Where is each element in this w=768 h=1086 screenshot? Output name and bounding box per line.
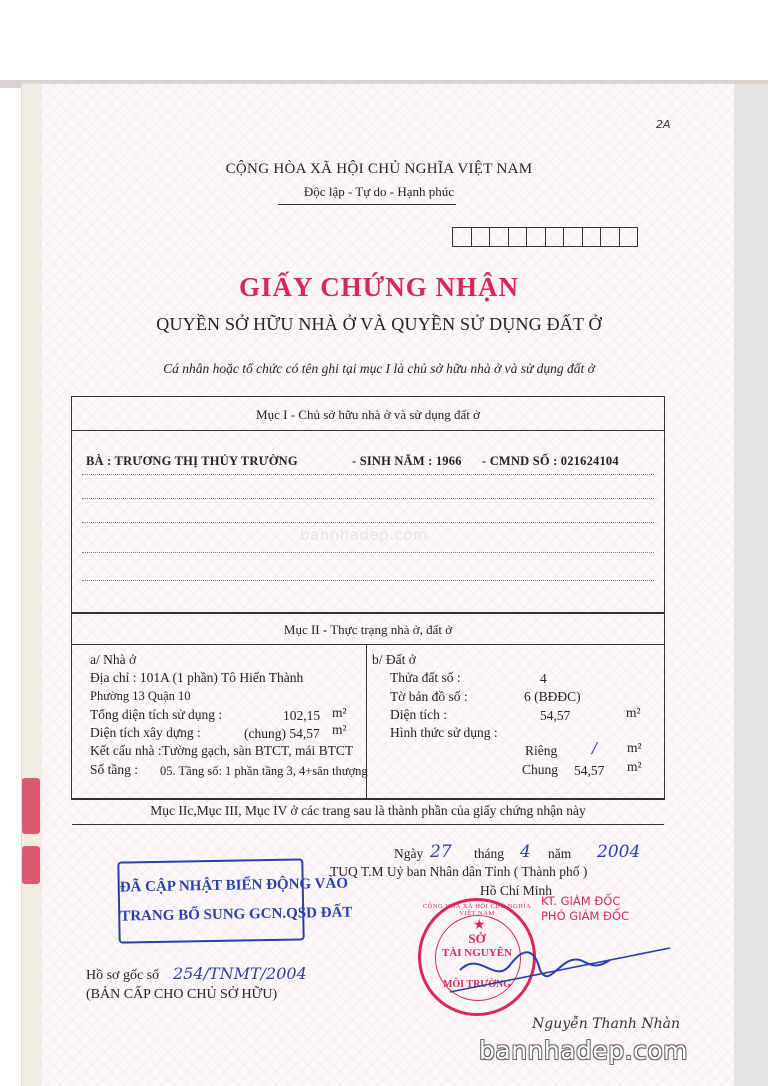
house-section-label: a/ Nhà ở <box>90 652 137 667</box>
section-1-heading: Mục I - Chủ sở hữu nhà ở và sử dụng đất ở <box>256 407 480 422</box>
serial-number-boxes <box>452 227 638 247</box>
house-address: Địa chỉ : 101A (1 phần) Tô Hiến Thành <box>90 670 304 685</box>
signer-name: Nguyễn Thanh Nhàn <box>532 1016 681 1032</box>
owner-name: BÀ : TRƯƠNG THỊ THỦY TRƯỜNG <box>86 454 298 468</box>
national-name: CỘNG HÒA XÃ HỘI CHỦ NGHĨA VIỆT NAM <box>225 161 533 177</box>
private-use-value: / <box>592 739 598 757</box>
map-sheet-value: 6 (BĐĐC) <box>524 689 581 704</box>
seal-ring-text: CỘNG HÒA XÃ HỘI CHỦ NGHĨA VIỆT NAM <box>422 903 532 917</box>
page-binding-edge <box>22 84 42 1086</box>
dotted-line <box>82 498 654 499</box>
total-area-unit: m² <box>332 705 347 720</box>
dotted-line <box>82 580 654 581</box>
seal-line-2: TÀI NGUYÊN <box>442 947 512 959</box>
house-ward: Phường 13 Quận 10 <box>90 689 191 703</box>
land-area-value: 54,57 <box>540 708 571 723</box>
seal-line-3: MÔI TRƯỜNG <box>442 979 512 990</box>
total-area-value: 102,15 <box>283 708 321 723</box>
dotted-line <box>82 522 654 523</box>
copy-note: (BẢN CẤP CHO CHỦ SỞ HỮU) <box>86 987 278 1002</box>
update-stamp-line-2: TRANG BỔ SUNG GCN.QSD ĐẤT <box>120 904 353 925</box>
date-year-label: năm <box>548 846 572 861</box>
plot-number-value: 4 <box>540 671 547 686</box>
issuing-authority: TUQ T.M Uỷ ban Nhân dân Tỉnh ( Thành phố ) <box>330 864 588 879</box>
land-area-unit: m² <box>626 705 641 720</box>
map-sheet-label: Tờ bản đồ số : <box>390 689 468 704</box>
footnote-underline <box>72 824 664 825</box>
date-month: 4 <box>520 842 531 862</box>
red-seal-mark <box>22 846 40 884</box>
private-use-unit: m² <box>627 740 642 755</box>
owner-birth-year: - SINH NĂM : 1966 <box>352 454 462 468</box>
date-year: 2004 <box>597 842 641 862</box>
section-1-divider <box>72 430 664 431</box>
page-right-edge <box>734 84 768 1086</box>
file-number-label: Hồ sơ gốc số <box>86 968 160 983</box>
construction-area-value: (chung) 54,57 <box>244 726 320 741</box>
construction-area-label: Diện tích xây dựng : <box>90 725 201 740</box>
update-stamp-line-1: ĐÃ CẬP NHẬT BIẾN ĐỘNG VÀO <box>119 875 349 896</box>
certificate-title: GIẤY CHỨNG NHẬN <box>239 272 519 302</box>
construction-area-unit: m² <box>332 722 347 737</box>
date-day: 27 <box>430 842 452 862</box>
date-day-label: Ngày <box>394 846 424 861</box>
file-number: 254/TNMT/2004 <box>173 964 307 983</box>
section-1-box <box>71 396 665 614</box>
section-2-bottom <box>72 798 664 799</box>
dotted-line <box>82 474 654 475</box>
shared-use-value: 54,57 <box>574 763 605 778</box>
certificate-intro: Cá nhân hoặc tổ chức có tên ghi tại mục I là chủ sở hữu nhà ở và sử dụng đất ở <box>163 361 595 376</box>
handwritten-signature <box>440 930 680 1010</box>
seal-star-icon: ★ <box>473 918 486 933</box>
issuing-city: Hồ Chí Minh <box>480 883 553 898</box>
dotted-line <box>82 552 654 553</box>
shared-use-label: Chung <box>522 762 559 777</box>
land-section-label: b/ Đất ở <box>372 652 416 667</box>
corner-page-number: 2A <box>656 118 671 131</box>
date-month-label: tháng <box>474 846 504 861</box>
motto-underline <box>278 204 456 205</box>
signer-title-1: KT. GIÁM ĐỐC <box>541 894 621 908</box>
private-use-label: Riêng <box>525 743 558 758</box>
floors-label: Số tầng : <box>90 762 139 777</box>
section-2-footnote: Mục IIc,Mục III, Mục IV ở các trang sau là thành phần của giấy chứng nhận này <box>150 803 586 818</box>
owner-id-number: - CMND SỐ : 021624104 <box>482 454 619 468</box>
update-stamp <box>117 858 353 943</box>
usage-form-label: Hình thức sử dụng : <box>390 725 498 740</box>
shared-use-unit: m² <box>627 759 642 774</box>
total-area-label: Tổng diện tích sử dụng : <box>90 707 223 722</box>
footer-watermark: bannhadep.com <box>479 1036 689 1065</box>
land-area-label: Diện tích : <box>390 707 447 722</box>
floors-value: 05. Tầng số: 1 phần tầng 3, 4+sân thượng <box>160 764 368 778</box>
section-2-heading: Mục II - Thực trạng nhà ở, đất ở <box>283 622 453 637</box>
national-motto: Độc lập - Tự do - Hạnh phúc <box>303 184 455 199</box>
seal-line-1: SỞ <box>468 931 486 946</box>
red-seal-mark <box>22 778 40 834</box>
certificate-subtitle: QUYỀN SỞ HỮU NHÀ Ở VÀ QUYỀN SỬ DỤNG ĐẤT Ở <box>156 314 602 334</box>
scan-watermark: bannhadep.com <box>300 526 429 544</box>
plot-number-label: Thửa đất số : <box>390 670 461 685</box>
house-structure: Kết cấu nhà :Tường gạch, sàn BTCT, mái BTCT <box>90 743 354 758</box>
signer-title-2: PHÓ GIÁM ĐỐC <box>541 909 630 923</box>
section-2-divider <box>72 644 664 645</box>
